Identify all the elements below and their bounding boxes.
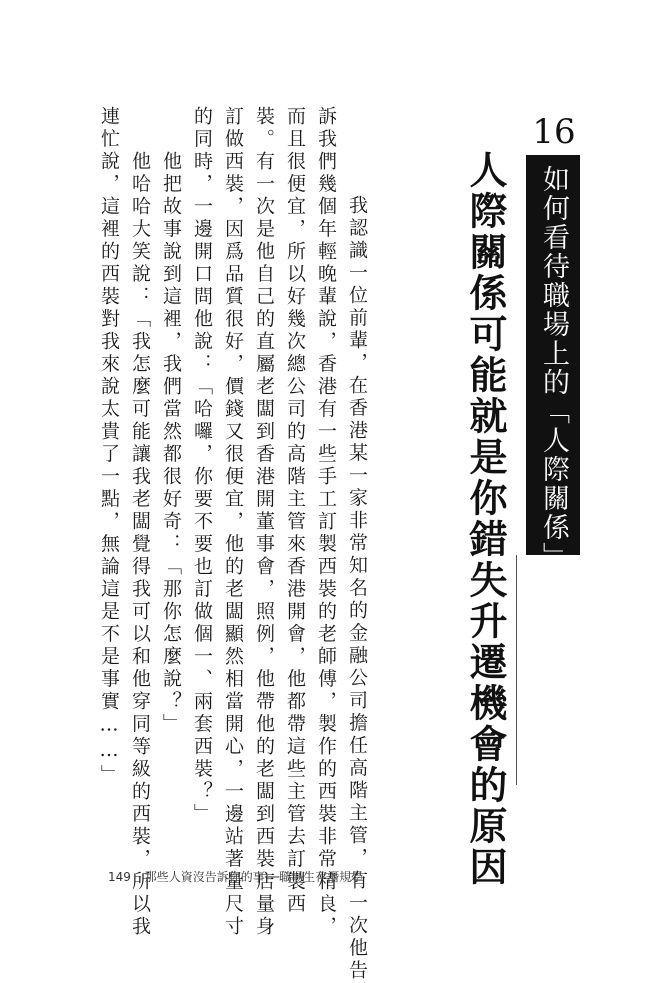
body-column: 的同時，一邊開口問他說：「哈囉，你要不要也訂做個一、兩套西裝？」: [191, 106, 213, 826]
page-footer: [108, 868, 363, 885]
body-column: 我認識一位前輩，在香港某一家非常知名的金融公司擔任高階主管，有一次他告: [346, 150, 368, 983]
title-divider: [516, 555, 517, 785]
body-column: 裝。有一次是他自己的直屬老闆到香港開董事會，照例，他帶他的老闆到西裝店量身: [253, 106, 275, 939]
body-column: 訂做西裝，因爲品質很好，價錢又很便宜，他的老闆顯然相當開心，一邊站著量尺寸: [222, 106, 244, 939]
chapter-number: 16: [532, 112, 576, 152]
page-number: 149: [108, 870, 131, 884]
body-column: 他把故事說到這裡，我們當然都很好奇：「那你怎麼說？」: [160, 106, 182, 736]
chapter-title: 人際關係可能就是你錯失升遷機會的原因: [463, 150, 508, 888]
book-title: 那些人資沒告訴你的事──職場生存潛規學: [144, 870, 364, 884]
body-column: 而且很便宜，所以好幾次總公司的高階主管來香港開會，他都帶這些主管去訂製西: [284, 106, 306, 916]
body-column: 連忙說，這裡的西裝對我來說太貴了一點，無論這是不是事實……」: [98, 106, 120, 787]
body-column: 訴我們幾個年輕晚輩說，香港有一些手工訂製西裝的老師傅，製作的西裝非常精良，: [315, 106, 337, 939]
chapter-subtitle-bar: [526, 155, 580, 600]
body-column: 他哈哈大笑說：「我怎麼可能讓我老闆覺得我可以和他穿同等級的西裝，所以我: [129, 106, 151, 939]
chapter-subtitle: 如何看待職場上的「人際關係」？: [538, 165, 569, 600]
